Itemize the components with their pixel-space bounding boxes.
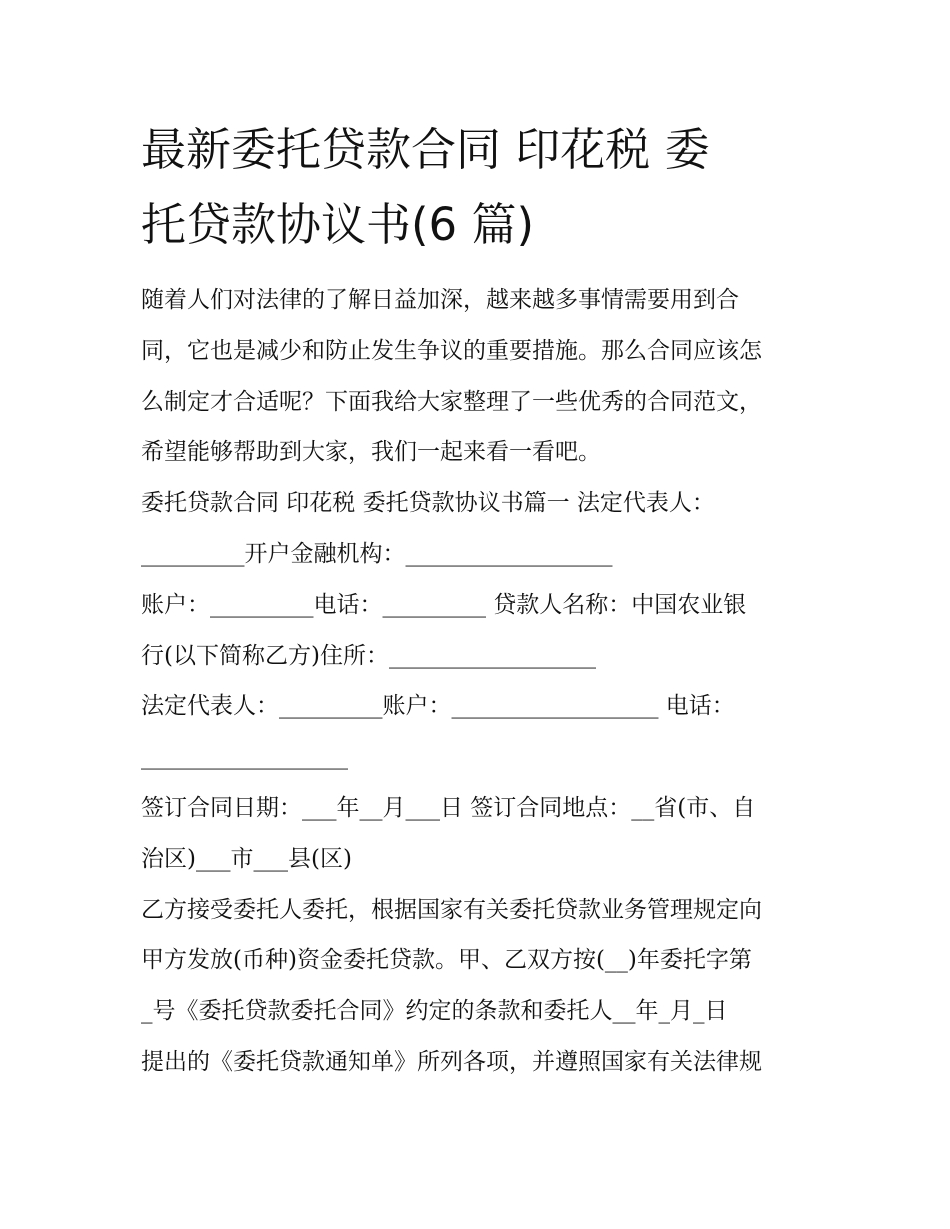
body-line: 签订合同日期：___年__月___日 签订合同地点：__省(市、自 [141,794,756,821]
document-body [141,275,813,1088]
body-line: 委托贷款合同 印花税 委托贷款协议书篇一 法定代表人： [141,490,715,517]
body-line: _________开户金融机构：__________________ [141,540,613,567]
title-line: 托贷款协议书(6 篇) [141,198,535,251]
body-line: __________________ [141,744,348,771]
body-line: 法定代表人：_________账户：__________________ 电话： [141,693,735,720]
body-line: 希望能够帮助到大家，我们一起来看一看吧。 [141,439,601,466]
document-title [141,112,813,262]
body-line: 么制定才合适呢？下面我给大家整理了一些优秀的合同范文， [141,388,762,415]
body-line: 甲方发放(币种)资金委托贷款。甲、乙双方按(__)年委托字第 [141,947,752,974]
body-line: 治区)___市___县(区) [141,845,352,872]
body-line: 行(以下简称乙方)住所：__________________ [141,642,596,669]
body-line: 随着人们对法律的了解日益加深，越来越多事情需要用到合 [141,287,739,313]
document-content [141,112,813,1088]
body-line: 提出的《委托贷款通知单》所列各项，并遵照国家有关法律规 [141,1048,762,1075]
body-line: 乙方接受委托人委托，根据国家有关委托贷款业务管理规定向 [141,896,762,923]
body-line: 账户：_________电话：_________ 贷款人名称：中国农业银 [141,591,747,618]
body-line: _号《委托贷款委托合同》约定的条款和委托人__年_月_日 [141,998,728,1025]
title-line: 最新委托贷款合同 印花税 委 [141,123,710,176]
body-line: 同，它也是减少和防止发生争议的重要措施。那么合同应该怎 [141,337,762,364]
